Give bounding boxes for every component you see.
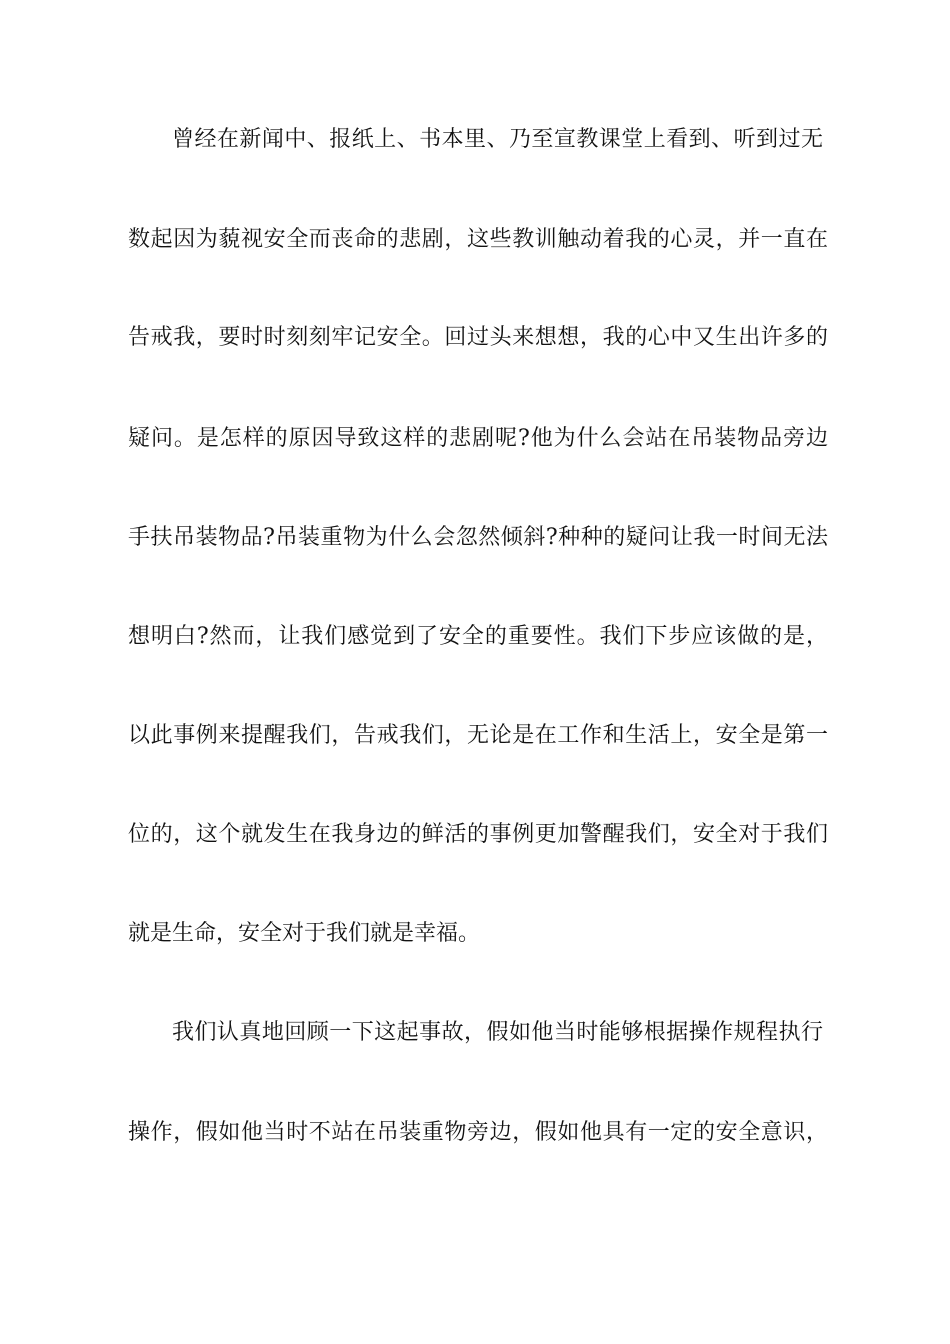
paragraph-1-line-6: 想明白?然而，让我们感觉到了安全的重要性。我们下步应该做的是，	[128, 624, 828, 649]
paragraph-1-line-5: 手扶吊装物品?吊装重物为什么会忽然倾斜?种种的疑问让我一时间无法	[128, 525, 828, 550]
paragraph-1-line-4: 疑问。是怎样的原因导致这样的悲剧呢?他为什么会站在吊装物品旁边	[128, 426, 828, 451]
paragraph-2-line-2: 操作，假如他当时不站在吊装重物旁边，假如他具有一定的安全意识，	[128, 1120, 828, 1145]
paragraph-1-line-2: 数起因为藐视安全而丧命的悲剧，这些教训触动着我的心灵，并一直在	[128, 227, 828, 252]
paragraph-1-line-3: 告戒我，要时时刻刻牢记安全。回过头来想想，我的心中又生出许多的	[128, 325, 828, 350]
paragraph-1-line-1: 曾经在新闻中、报纸上、书本里、乃至宣教课堂上看到、听到过无	[172, 127, 823, 152]
paragraph-1-line-9: 就是生命，安全对于我们就是幸福。	[128, 921, 481, 946]
paragraph-1-line-7: 以此事例来提醒我们，告戒我们，无论是在工作和生活上，安全是第一	[128, 723, 828, 748]
paragraph-2-line-1: 我们认真地回顾一下这起事故，假如他当时能够根据操作规程执行	[172, 1020, 823, 1045]
paragraph-1-line-8: 位的，这个就发生在我身边的鲜活的事例更加警醒我们，安全对于我们	[128, 822, 828, 847]
